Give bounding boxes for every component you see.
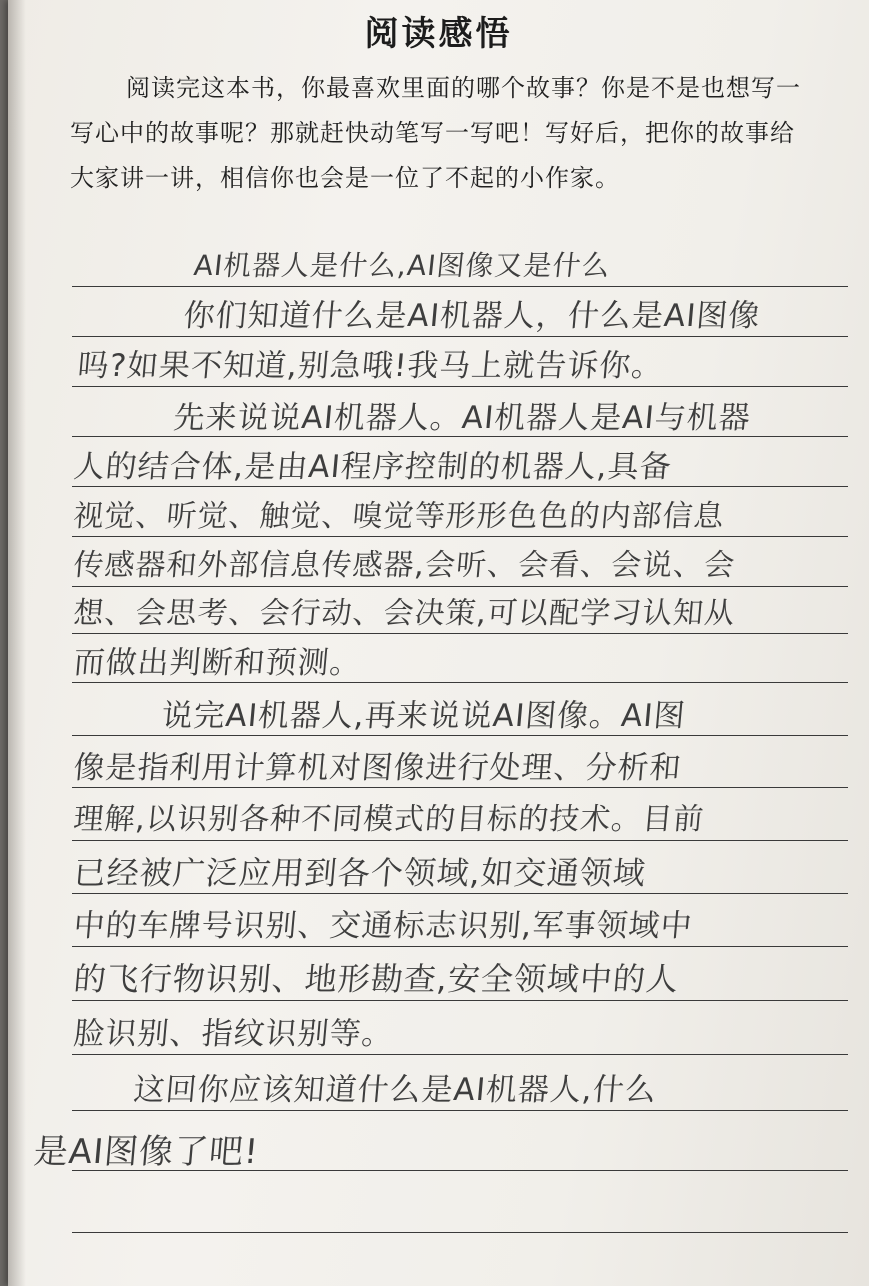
handwritten-line: 这回你应该知道什么是AI机器人,什么 [132, 1072, 659, 1108]
handwritten-line: 吗?如果不知道,别急哦!我马上就告诉你。 [76, 348, 665, 384]
ruled-line [72, 840, 848, 841]
ruled-line [72, 682, 848, 683]
ruled-line [72, 1054, 848, 1055]
handwritten-line: 而做出判断和预测。 [72, 645, 364, 681]
handwritten-line: 是AI图像了吧! [32, 1132, 261, 1172]
handwritten-line: 像是指利用计算机对图像进行处理、分析和 [72, 750, 684, 786]
ruled-line [72, 486, 848, 487]
handwritten-line: 理解,以识别各种不同模式的目标的技术。目前 [72, 802, 706, 837]
handwritten-line: 已经被广泛应用到各个领域,如交通领域 [72, 854, 648, 892]
page-title: 阅读感悟 [364, 14, 513, 54]
ruled-line [72, 1000, 848, 1001]
ruled-line [72, 735, 848, 736]
ruled-line [72, 336, 848, 337]
writing-prompt: 阅读完这本书，你最喜欢里面的哪个故事？你是不是也想写一写心中的故事呢？那就赶快动笔写一写吧！写好后，把你的故事给大家讲一讲，相信你也会是一位了不起的小作家。 [70, 74, 801, 192]
ruled-line [72, 386, 848, 387]
handwritten-line: 脸识别、指纹识别等。 [72, 1016, 396, 1052]
handwritten-line: 想、会思考、会行动、会决策,可以配学习认知从 [72, 596, 737, 631]
handwriting-area [32, 0, 852, 1286]
ruled-line [72, 946, 848, 947]
page-binding-shadow [8, 0, 26, 1286]
handwritten-line: 人的结合体,是由AI程序控制的机器人,具备 [72, 449, 674, 485]
handwritten-title: AI机器人是什么,AI图像又是什么 [192, 249, 613, 282]
ruled-line [72, 536, 848, 537]
ruled-line [72, 586, 848, 587]
handwritten-line: 说完AI机器人,再来说说AI图像。AI图 [160, 698, 688, 734]
ruled-line [72, 1110, 848, 1111]
ruled-line [72, 633, 848, 634]
handwritten-line: 中的车牌号识别、交通标志识别,军事领域中 [72, 908, 695, 944]
handwritten-line: 先来说说AI机器人。AI机器人是AI与机器 [172, 400, 753, 436]
ruled-line [72, 1232, 848, 1233]
ruled-line [72, 286, 848, 287]
handwritten-line: 视觉、听觉、触觉、嗅觉等形形色色的内部信息 [72, 499, 727, 534]
handwritten-line: 传感器和外部信息传感器,会听、会看、会说、会 [72, 548, 737, 583]
handwritten-line: 的飞行物识别、地形勘查,安全领域中的人 [72, 960, 681, 998]
handwritten-line: 你们知道什么是AI机器人，什么是AI图像 [182, 298, 762, 334]
ruled-line [72, 787, 848, 788]
workbook-page [8, 0, 869, 1286]
